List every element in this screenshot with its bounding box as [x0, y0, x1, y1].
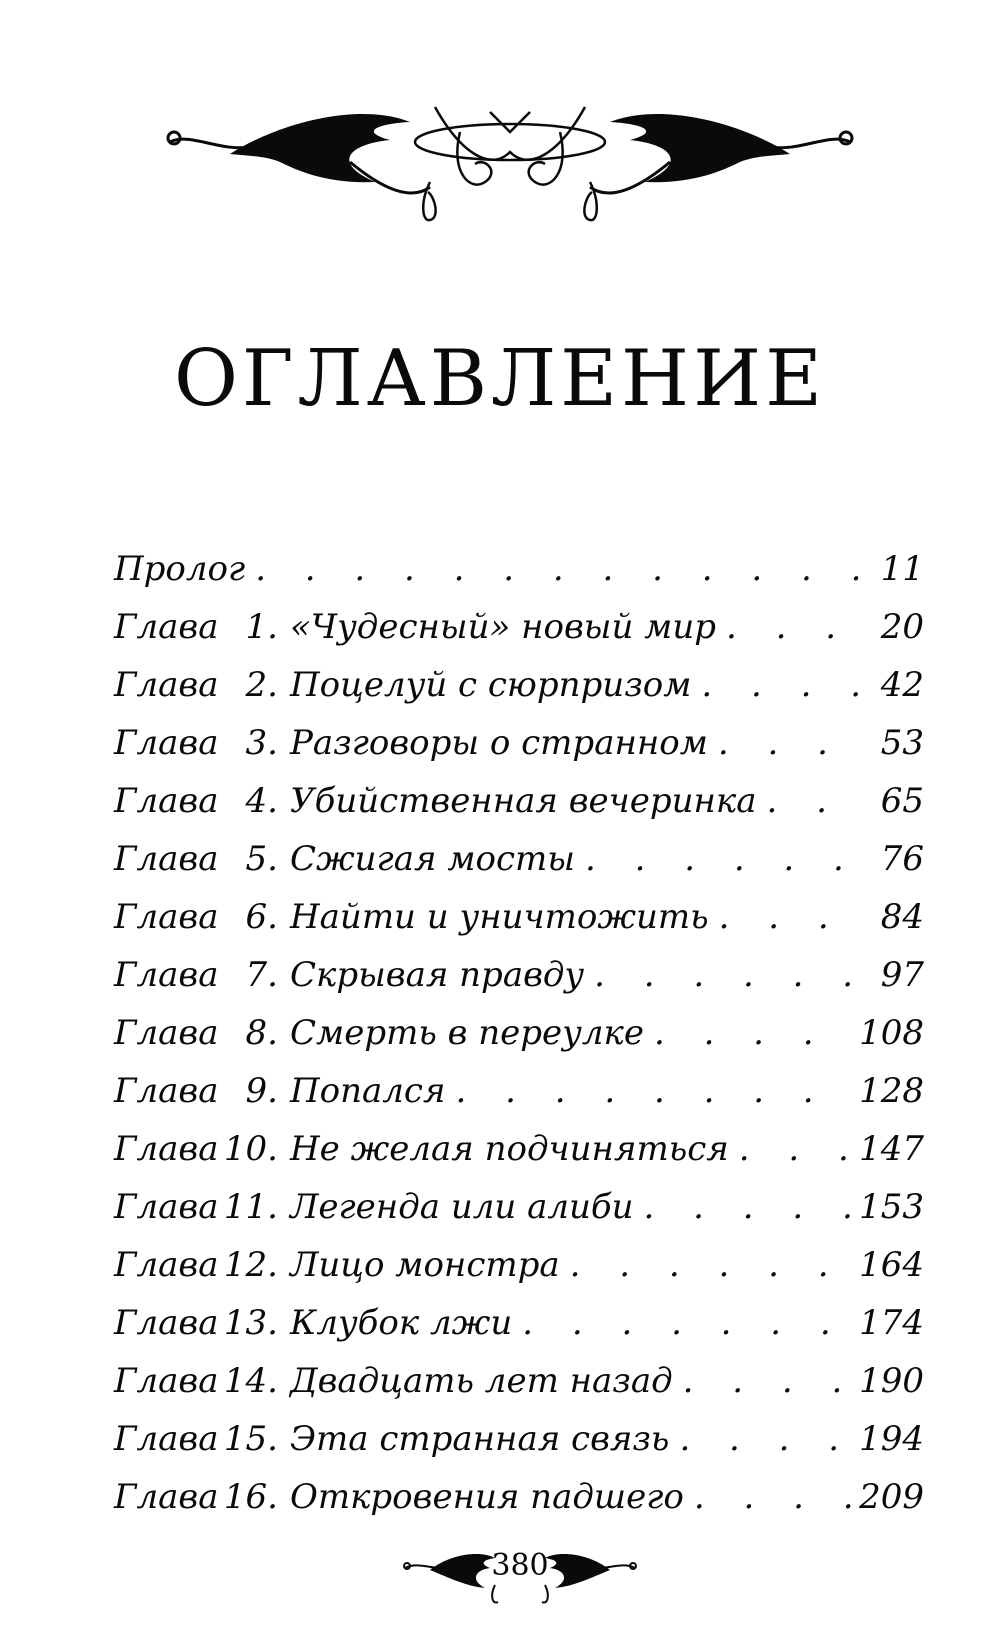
chapter-word: Глава	[114, 781, 219, 821]
page-number: 380	[491, 1548, 549, 1583]
toc-page-number: 147	[859, 1129, 924, 1169]
toc-row[interactable]	[114, 598, 924, 656]
toc-page-number: 42	[880, 665, 924, 705]
toc-row[interactable]	[114, 946, 924, 1004]
toc-dot-leader	[512, 1294, 853, 1352]
flourish-ornament-icon	[160, 92, 860, 242]
chapter-word: Глава	[114, 1303, 219, 1343]
chapter-word: Глава	[114, 955, 219, 995]
chapter-word: Глава	[114, 1071, 219, 1111]
chapter-number: 13.	[223, 1303, 278, 1343]
toc-dot-leader	[691, 656, 862, 714]
toc-dot-leader	[716, 598, 862, 656]
toc-page-number: 153	[859, 1187, 924, 1227]
chapter-word: Глава	[114, 1245, 219, 1285]
toc-page-number: 65	[880, 781, 924, 821]
toc-page-number: 76	[880, 839, 924, 879]
toc-row[interactable]	[114, 772, 924, 830]
chapter-number: 11.	[223, 1187, 278, 1227]
toc-row[interactable]	[114, 830, 924, 888]
toc-row[interactable]	[114, 1062, 924, 1120]
toc-entry-title: Попался	[290, 1071, 446, 1111]
toc-row[interactable]	[114, 1468, 924, 1526]
chapter-number: 4.	[245, 781, 278, 821]
toc-entry-title: Поцелуй с сюрпризом	[290, 665, 692, 705]
toc-row[interactable]	[114, 1352, 924, 1410]
chapter-number: 2.	[245, 665, 278, 705]
toc-row[interactable]	[114, 1004, 924, 1062]
page-title: ОГЛАВЛЕНИЕ	[173, 334, 827, 424]
toc-entry-title: Двадцать лет назад	[290, 1361, 673, 1401]
toc-dot-leader	[708, 714, 862, 772]
toc-row[interactable]	[114, 1294, 924, 1352]
chapter-word: Глава	[114, 723, 219, 763]
toc-row[interactable]	[114, 888, 924, 946]
chapter-number: 10.	[223, 1129, 278, 1169]
toc-dot-leader	[584, 946, 862, 1004]
toc-row[interactable]	[114, 1236, 924, 1294]
chapter-number: 5.	[245, 839, 278, 879]
chapter-number: 14.	[223, 1361, 278, 1401]
toc-page-number: 194	[859, 1419, 924, 1459]
toc-row[interactable]	[114, 1178, 924, 1236]
toc-entry-title: Скрывая правду	[290, 955, 585, 995]
toc-dot-leader	[729, 1120, 853, 1178]
toc-entry-title: Легенда или алиби	[290, 1187, 634, 1227]
toc-row[interactable]	[114, 714, 924, 772]
toc-entry-title: Разговоры о странном	[290, 723, 708, 763]
chapter-word: Глава	[114, 1419, 219, 1459]
toc-entry-title: Клубок лжи	[290, 1303, 513, 1343]
chapter-word: Глава	[114, 1187, 219, 1227]
chapter-word: Глава	[114, 1013, 219, 1053]
chapter-word: Глава	[114, 1129, 219, 1169]
toc-row[interactable]	[114, 1410, 924, 1468]
chapter-word: Глава	[114, 839, 219, 879]
toc-dot-leader	[684, 1468, 853, 1526]
toc-entry-title: Найти и уничтожить	[290, 897, 709, 937]
toc-entry-title: Лицо монстра	[290, 1245, 560, 1285]
chapter-number: 8.	[245, 1013, 278, 1053]
toc-dot-leader	[644, 1004, 853, 1062]
toc-dot-leader	[673, 1352, 853, 1410]
toc-page-number: 209	[859, 1477, 924, 1517]
chapter-word: Глава	[114, 607, 219, 647]
chapter-number: 6.	[245, 897, 278, 937]
toc-page-number: 20	[880, 607, 924, 647]
toc-entry-title: Откровения падшего	[290, 1477, 684, 1517]
chapter-word: Глава	[114, 897, 219, 937]
toc-dot-leader	[560, 1236, 853, 1294]
toc-dot-leader	[669, 1410, 853, 1468]
page-footer	[0, 1540, 1000, 1620]
toc-row-prologue[interactable]	[114, 540, 924, 598]
toc-page-number: 108	[859, 1013, 924, 1053]
toc-entry-title: Пролог	[114, 549, 246, 589]
chapter-number: 15.	[223, 1419, 278, 1459]
chapter-word: Глава	[114, 665, 219, 705]
toc-dot-leader	[446, 1062, 854, 1120]
toc-entry-title: Смерть в переулке	[290, 1013, 644, 1053]
table-of-contents	[114, 540, 924, 1526]
toc-dot-leader	[245, 540, 862, 598]
toc-entry-title: «Чудесный» новый мир	[290, 607, 717, 647]
toc-entry-title: Эта странная связь	[290, 1419, 670, 1459]
toc-page-number: 190	[859, 1361, 924, 1401]
toc-dot-leader	[575, 830, 862, 888]
toc-row[interactable]	[114, 1120, 924, 1178]
toc-page-number: 97	[880, 955, 924, 995]
toc-page-number: 128	[859, 1071, 924, 1111]
toc-dot-leader	[709, 888, 862, 946]
toc-page-number: 164	[859, 1245, 924, 1285]
chapter-number: 1.	[245, 607, 278, 647]
chapter-number: 9.	[245, 1071, 278, 1111]
toc-page-number: 53	[880, 723, 924, 763]
toc-dot-leader	[634, 1178, 854, 1236]
toc-page-number: 11	[880, 549, 924, 589]
chapter-number: 16.	[223, 1477, 278, 1517]
chapter-word: Глава	[114, 1477, 219, 1517]
toc-entry-title: Убийственная вечеринка	[290, 781, 757, 821]
toc-entry-title: Не желая подчиняться	[290, 1129, 729, 1169]
toc-row[interactable]	[114, 656, 924, 714]
toc-page-number: 174	[859, 1303, 924, 1343]
toc-entry-title: Сжигая мосты	[290, 839, 575, 879]
toc-page-number: 84	[880, 897, 924, 937]
chapter-number: 12.	[223, 1245, 278, 1285]
chapter-number: 7.	[245, 955, 278, 995]
chapter-word: Глава	[114, 1361, 219, 1401]
chapter-number: 3.	[245, 723, 278, 763]
toc-dot-leader	[757, 772, 862, 830]
